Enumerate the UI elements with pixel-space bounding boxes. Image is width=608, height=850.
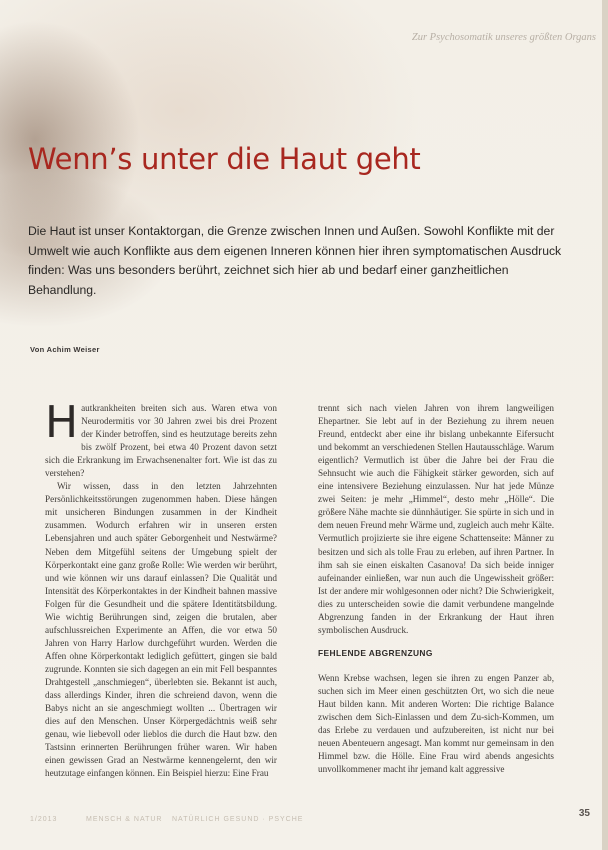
- body-column-left: [45, 397, 277, 780]
- article-title: Wenn’s unter die Haut geht: [28, 142, 421, 176]
- footer-magazine: MENSCH & NATUR: [86, 816, 163, 823]
- footer-issue: 1/2013: [30, 816, 58, 823]
- body-column-right: [318, 402, 554, 776]
- running-head: Zur Psychosomatik unseres größten Organs: [411, 32, 596, 43]
- body-paragraph: [45, 397, 277, 480]
- article-lead: Die Haut ist unser Kontaktorgan, die Grenze zwischen Innen und Außen. Sowohl Konflikte mit der Umwelt wie auch Konflikte aus dem eigenen Inneren können hier ihren symptomatischen Ausdruck finden: Was uns besonders berührt, zeichnet sich hier ab und bedarf einer ganzheitlichen Behandlung.: [28, 224, 562, 297]
- page-edge: [602, 0, 608, 850]
- section-subhead: FEHLENDE ABGRENZUNG: [318, 647, 433, 658]
- body-paragraph: Wir wissen, dass in den letzten Jahrzehnten Persönlichkeitsstörungen zugenommen haben. Diese hängen mit unsicheren Bindungen zusammen in der Kindheit zusammen. Wodurch erfahren wir in unseren ersten Lebensjahren und auch später Geborgenheit und Nestwärme? Neben dem Mitgefühl seitens der Umgebung spielt der Körperkontakt eine ganz große Rolle: Wie werden wir berührt, und wie können wir uns darauf einlassen? Die Qualität und Intensität des Körperkontaktes in der Kindheit bahnen massive Folgen für die Gesundheit und die spätere Identitätsbildung. Wie wichtig Berührungen sind, zeigen die brutalen, aber aufschlussreichen Experimente an Affen, die vor etwa 50 Jahren von Harry Harlow durchgeführt wurden. Werden die Affen ohne Körperkontakt lediglich gefüttert, gingen sie bald zugrunde. Konnten sie sich dagegen an ein mit Fell bespanntes Drahtgestell „anschmiegen“, überlebten sie. Bekannt ist auch, dass allerdings Kinder, ihren die schreiend davon, wenn die Babys nicht an sie angeschmiegt wollten ... Übertragen wir dies auf den Menschen. Unser Körpergedächtnis weiß sehr genau, wie liebevoll oder lieblos die durch die Haut bzw. den Tastsinn erinnerten Berührungen früher waren. Wir haben einen gewissen Grad an Nestwärme kennengelernt, den wir heutzutage einfangen können. Ein Beispiel hierzu: Eine Frau: [45, 481, 277, 779]
- footer-section: NATÜRLICH GESUND · PSYCHE: [172, 816, 304, 823]
- body-paragraph: Wenn Krebse wachsen, legen sie ihren zu engen Panzer ab, suchen sich im Meer einen geschützten Ort, wo sich die neue Haut bilden kann. Mit anderen Worten: Die richtige Balance zwischen dem Sich-Einlassen und dem Zu-sich-Kommen, um das Erlebe zu verdauen und aufzubereiten, ist nicht nur bei neuen Abenteuern angesagt. Man kommt nur gemeinsam in den Himmel bzw. die Hölle. Eine Frau wird abends angesichts unvollkommener macht ihr jemand kalt aggressive: [318, 672, 554, 775]
- drop-cap: H: [45, 397, 79, 448]
- body-paragraph: trennt sich nach vielen Jahren von ihrem langweiligen Ehepartner. Sie lebt auf in der Beziehung zu ihrem neuen Freund, entdeckt aber eine ihr bislang unbekannte Eifersucht und bekommt an verschiedenen Stellen Hautausschläge. Warum eigentlich? Vermutlich ist über die Jahre bei der Frau die Sehnsucht wie auch die Fähigkeit stärker geworden, sich auf eine intensivere Beziehung einzulassen. Nur hat jede Münze zwei Seiten: je mehr „Himmel“, desto mehr „Hölle“. Die größere Nähe machte sie dünnhäutiger. Sie spürte in sich und in dem neuen Freund mehr Wärme und, zugleich auch mehr Kälte. Vermutlich projizierte sie ihre eigene Schattenseite: Männer zu besitzen und sich als tolle Frau zu erleben, auf ihren Partner. In ihm sah sie einen eiskalten Casanova! Da sich beide inniger aufeinander einließen, war nun auch die Ungewissheit größer: Ist der andere mir wohlgesonnen oder nicht? Die Schwierigkeit, dies zu unterscheiden sowie die damit verbundene mangelnde Abgrenzung fanden in der Erkrankung der Haut ihren symbolischen Ausdruck.: [318, 403, 554, 635]
- page-number: 35: [578, 808, 590, 819]
- author-byline: Von Achim Weiser: [30, 345, 100, 354]
- page-footer: [20, 816, 568, 830]
- paragraph-text: autkrankheiten breiten sich aus. Waren etwa von Neurodermitis vor 30 Jahren zwei bis drei Prozent der Kinder betroffen, sind es heutzutage bereits zehn bis zwölf Prozent, bei etwa 40 Prozent davon setzt sich die Erkrankung im Erwachsenenalter fort. Wie ist das zu verstehen?: [45, 403, 277, 479]
